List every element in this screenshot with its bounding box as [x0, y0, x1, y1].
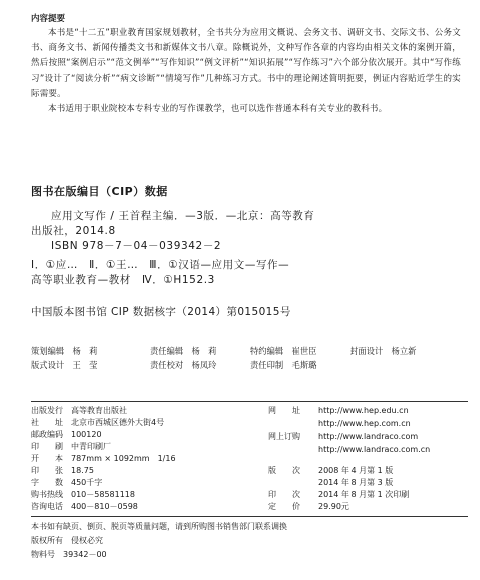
staff-name: 崔世臣 [291, 346, 317, 356]
pub-info-row [31, 429, 102, 440]
pub-info-value: 2014 年 8 月第 3 版 [318, 478, 394, 487]
pub-info-row [268, 477, 393, 488]
staff-role: 责任编辑 [150, 346, 184, 356]
pub-info-row [31, 453, 176, 464]
pub-info-row [31, 441, 111, 452]
staff-name: 杨 莉 [191, 346, 217, 356]
divider [31, 516, 468, 517]
pub-info-label: 定 价 [268, 502, 300, 511]
cip-isbn: ISBN 978－7－04－039342－2 [51, 240, 222, 252]
pub-info-link[interactable]: http://www.landraco.com [318, 432, 419, 441]
pub-info-value: 400－810－0598 [71, 502, 138, 511]
cip-record [31, 209, 315, 254]
material-number: 物料号 39342－00 [31, 550, 107, 559]
pub-info-label: 印 刷 [31, 442, 63, 451]
staff-name: 杨 莉 [72, 346, 98, 356]
intro-paragraph: 本书适用于职业院校本专科专业的写作课教学，也可以选作普通本科有关专业的教科书。 [48, 104, 388, 115]
staff-role: 责任印制 [250, 360, 284, 370]
cip-title-line: 应用文写作 / 王首程主编．—3版．—北京：高等教育 [51, 210, 315, 222]
staff-credit [350, 345, 416, 357]
pub-info-value: 2014 年 8 月第 1 次印刷 [318, 490, 410, 499]
pub-info-row [268, 465, 393, 476]
staff-credit [250, 359, 316, 371]
staff-role: 责任校对 [150, 360, 184, 370]
pub-info-label: 购书热线 [31, 490, 63, 499]
pub-info-link[interactable]: http://www.landraco.com.cn [318, 445, 431, 454]
pub-info-label: 开 本 [31, 454, 63, 463]
pub-info-row [31, 405, 127, 416]
copyright-notice: 版权所有 侵权必究 [31, 536, 103, 545]
quality-notice: 本书如有缺页、倒页、脱页等质量问题，请到所购图书销售部门联系调换 [31, 522, 287, 531]
cip-heading: 图书在版编目（CIP）数据 [31, 185, 168, 198]
pub-info-link[interactable]: http://www.hep.com.cn [318, 419, 411, 428]
pub-info-row [31, 465, 94, 476]
cip-subject-line: Ⅰ．①应… Ⅱ．①王… Ⅲ．①汉语—应用文—写作— [31, 259, 290, 271]
pub-info-value: 2008 年 4 月第 1 版 [318, 466, 394, 475]
intro-paragraph: 本书是“十二五”职业教育国家规划教材，全书共分为应用文概说、会务文书、调研文书、交际文书、公务文书、商务文书、新闻传播类文书和新媒体文书八章。除概说外，文种写作各章的内容均由相关文体的案例开篇，然后按照“案例启示”“范文例举”“写作知识”“例文评析”“知识拓展”“写作练习”六个部分依次展开。其中“写作练习”设计了“阅读分析”“病文诊断”“情境写作”几种练习方式。书中的理论阐述简明扼要，例证内容贴近学生的实际需要。 [31, 28, 461, 99]
cip-subject-line: 高等职业教育—教材 Ⅳ．①H152.3 [31, 274, 215, 286]
cip-subjects [31, 258, 289, 288]
pub-info-value: 北京市西城区德外大街4号 [71, 418, 165, 427]
pub-info-row [268, 444, 430, 455]
pub-info-value: 787mm × 1092mm 1/16 [71, 454, 176, 463]
staff-name: 毛斯璐 [291, 360, 317, 370]
pub-info-label: 印 次 [268, 490, 300, 499]
pub-info-row [268, 418, 411, 429]
intro-body [31, 26, 461, 117]
divider [31, 401, 468, 402]
staff-credit [150, 359, 216, 371]
pub-info-value: 18.75 [71, 466, 94, 475]
pub-info-value: 高等教育出版社 [71, 406, 127, 415]
pub-info-row [268, 431, 418, 442]
pub-info-link[interactable]: http://www.hep.edu.cn [318, 406, 409, 415]
cip-title-line: 出版社，2014.8 [31, 225, 116, 237]
pub-info-value: 450千字 [71, 478, 103, 487]
pub-info-label: 版 次 [268, 466, 300, 475]
pub-info-label: 网 址 [268, 406, 300, 415]
staff-role: 封面设计 [350, 346, 384, 356]
pub-info-label: 社 址 [31, 418, 63, 427]
pub-info-row [268, 405, 409, 416]
pub-info-label: 字 数 [31, 478, 63, 487]
pub-info-value: 010－58581118 [71, 490, 135, 499]
pub-info-label: 咨询电话 [31, 502, 63, 511]
pub-info-value: 中青印刷厂 [71, 442, 111, 451]
staff-role: 特约编辑 [250, 346, 284, 356]
pub-info-row [31, 417, 164, 428]
pub-info-label: 网上订购 [268, 432, 300, 441]
pub-info-label: 印 张 [31, 466, 63, 475]
staff-credit [31, 345, 97, 357]
staff-credit [31, 359, 97, 371]
cip-data-number: 中国版本图书馆 CIP 数据核字（2014）第015015号 [31, 306, 291, 318]
staff-role: 版式设计 [31, 360, 65, 370]
staff-name: 杨凤玲 [191, 360, 217, 370]
staff-role: 策划编辑 [31, 346, 65, 356]
pub-info-row [31, 489, 135, 500]
staff-name: 王 莹 [72, 360, 98, 370]
staff-credit [250, 345, 316, 357]
pub-info-row [31, 477, 102, 488]
pub-info-row [268, 489, 409, 500]
pub-info-label: 出版发行 [31, 406, 63, 415]
pub-info-label: 邮政编码 [31, 430, 63, 439]
staff-credit [150, 345, 216, 357]
pub-info-row [268, 501, 349, 512]
pub-info-value: 29.90元 [318, 502, 349, 511]
staff-name: 杨立新 [391, 346, 417, 356]
pub-info-value: 100120 [71, 430, 102, 439]
pub-info-row [31, 501, 138, 512]
intro-title: 内容提要 [31, 14, 66, 24]
